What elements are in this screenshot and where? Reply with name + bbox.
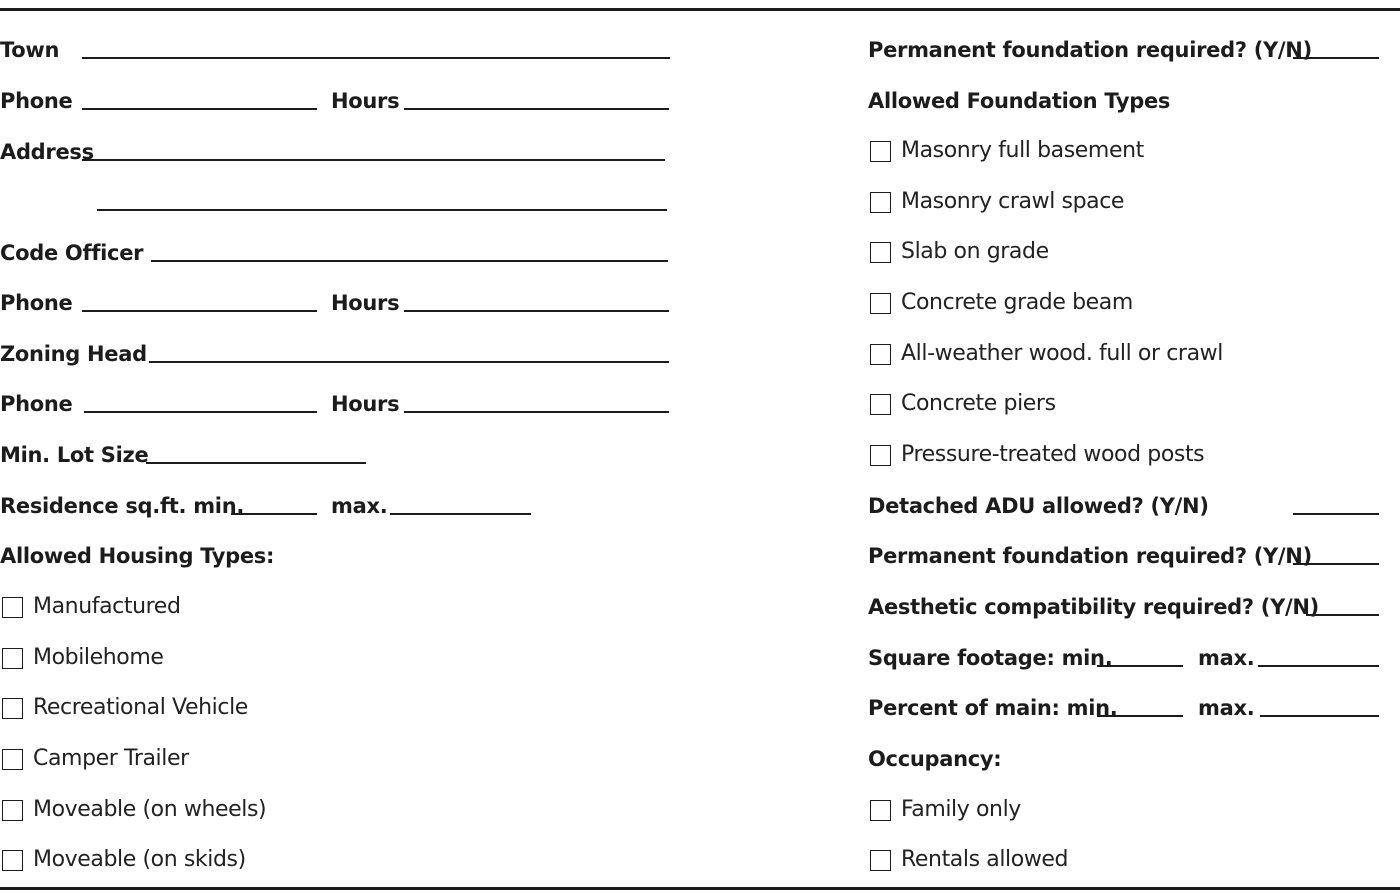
housing-camper-trailer-checkbox[interactable] [2, 749, 23, 770]
perm-foundation-label: Permanent foundation required? (Y/N) [868, 38, 1312, 62]
occupancy-heading: Occupancy: [868, 747, 1002, 771]
phone-label: Phone [0, 392, 73, 416]
foundation-type-label: Concrete grade beam [901, 290, 1133, 315]
housing-moveable-skids-checkbox[interactable] [2, 850, 23, 871]
perm-foundation-field[interactable] [1293, 57, 1379, 59]
sqft-min-label: Square footage: min. [868, 646, 1113, 670]
foundation-type-label: All-weather wood. full or crawl [901, 341, 1223, 366]
code-officer-field[interactable] [151, 260, 668, 262]
foundation-type-label: Masonry full basement [901, 138, 1144, 163]
housing-types-heading: Allowed Housing Types: [0, 544, 275, 568]
aesthetic-field[interactable] [1306, 614, 1379, 616]
address-field-line-1[interactable] [82, 159, 665, 161]
hours-field[interactable] [404, 108, 669, 110]
hours-label: Hours [331, 89, 400, 113]
address-field-line-2[interactable] [97, 209, 667, 211]
adu-perm-foundation-field[interactable] [1293, 563, 1379, 565]
residence-sqft-min-label: Residence sq.ft. min. [0, 494, 245, 518]
detached-adu-label: Detached ADU allowed? (Y/N) [868, 494, 1209, 518]
phone-label: Phone [0, 89, 73, 113]
foundation-masonry-basement-checkbox[interactable] [870, 141, 891, 162]
zoning-head-phone-field[interactable] [84, 411, 317, 413]
housing-type-label: Moveable (on wheels) [33, 797, 267, 822]
sqft-max-field[interactable] [1258, 665, 1379, 667]
occupancy-rentals-allowed-checkbox[interactable] [870, 850, 891, 871]
foundation-grade-beam-checkbox[interactable] [870, 293, 891, 314]
code-officer-hours-field[interactable] [404, 310, 669, 312]
housing-moveable-wheels-checkbox[interactable] [2, 800, 23, 821]
foundation-slab-checkbox[interactable] [870, 242, 891, 263]
housing-type-label: Mobilehome [33, 645, 164, 670]
percent-max-field[interactable] [1260, 715, 1379, 717]
occupancy-option-label: Family only [901, 797, 1021, 822]
foundation-types-heading: Allowed Foundation Types [868, 89, 1171, 113]
housing-rv-checkbox[interactable] [2, 698, 23, 719]
residence-sqft-max-field[interactable] [390, 513, 531, 515]
sqft-max-label: max. [1198, 646, 1255, 670]
zoning-head-label: Zoning Head [0, 342, 147, 366]
bottom-rule [0, 887, 1400, 890]
foundation-type-label: Slab on grade [901, 239, 1049, 264]
housing-type-label: Manufactured [33, 594, 181, 619]
code-officer-phone-field[interactable] [82, 310, 317, 312]
phone-label: Phone [0, 291, 73, 315]
percent-min-label: Percent of main: min. [868, 696, 1118, 720]
sqft-min-field[interactable] [1097, 665, 1183, 667]
foundation-concrete-piers-checkbox[interactable] [870, 394, 891, 415]
zoning-head-hours-field[interactable] [404, 411, 669, 413]
housing-type-label: Recreational Vehicle [33, 695, 248, 720]
residence-sqft-max-label: max. [331, 494, 388, 518]
min-lot-size-label: Min. Lot Size [0, 443, 149, 467]
foundation-masonry-crawl-checkbox[interactable] [870, 192, 891, 213]
hours-label: Hours [331, 392, 400, 416]
foundation-type-label: Concrete piers [901, 391, 1056, 416]
foundation-wood-posts-checkbox[interactable] [870, 445, 891, 466]
min-lot-size-field[interactable] [146, 462, 366, 464]
housing-type-label: Camper Trailer [33, 746, 189, 771]
phone-field[interactable] [82, 108, 317, 110]
occupancy-family-only-checkbox[interactable] [870, 800, 891, 821]
housing-type-label: Moveable (on skids) [33, 847, 246, 872]
housing-manufactured-checkbox[interactable] [2, 597, 23, 618]
detached-adu-field[interactable] [1293, 513, 1379, 515]
zoning-head-field[interactable] [149, 361, 669, 363]
percent-min-field[interactable] [1097, 715, 1183, 717]
foundation-type-label: Masonry crawl space [901, 189, 1125, 214]
town-label: Town [0, 38, 60, 62]
housing-mobilehome-checkbox[interactable] [2, 648, 23, 669]
foundation-all-weather-wood-checkbox[interactable] [870, 344, 891, 365]
hours-label: Hours [331, 291, 400, 315]
code-officer-label: Code Officer [0, 241, 144, 265]
adu-perm-foundation-label: Permanent foundation required? (Y/N) [868, 544, 1312, 568]
address-label: Address [0, 140, 94, 164]
aesthetic-label: Aesthetic compatibility required? (Y/N) [868, 595, 1319, 619]
town-field[interactable] [82, 57, 670, 59]
percent-max-label: max. [1198, 696, 1255, 720]
foundation-type-label: Pressure-treated wood posts [901, 442, 1205, 467]
residence-sqft-min-field[interactable] [231, 513, 317, 515]
top-rule [0, 8, 1400, 11]
occupancy-option-label: Rentals allowed [901, 847, 1069, 872]
